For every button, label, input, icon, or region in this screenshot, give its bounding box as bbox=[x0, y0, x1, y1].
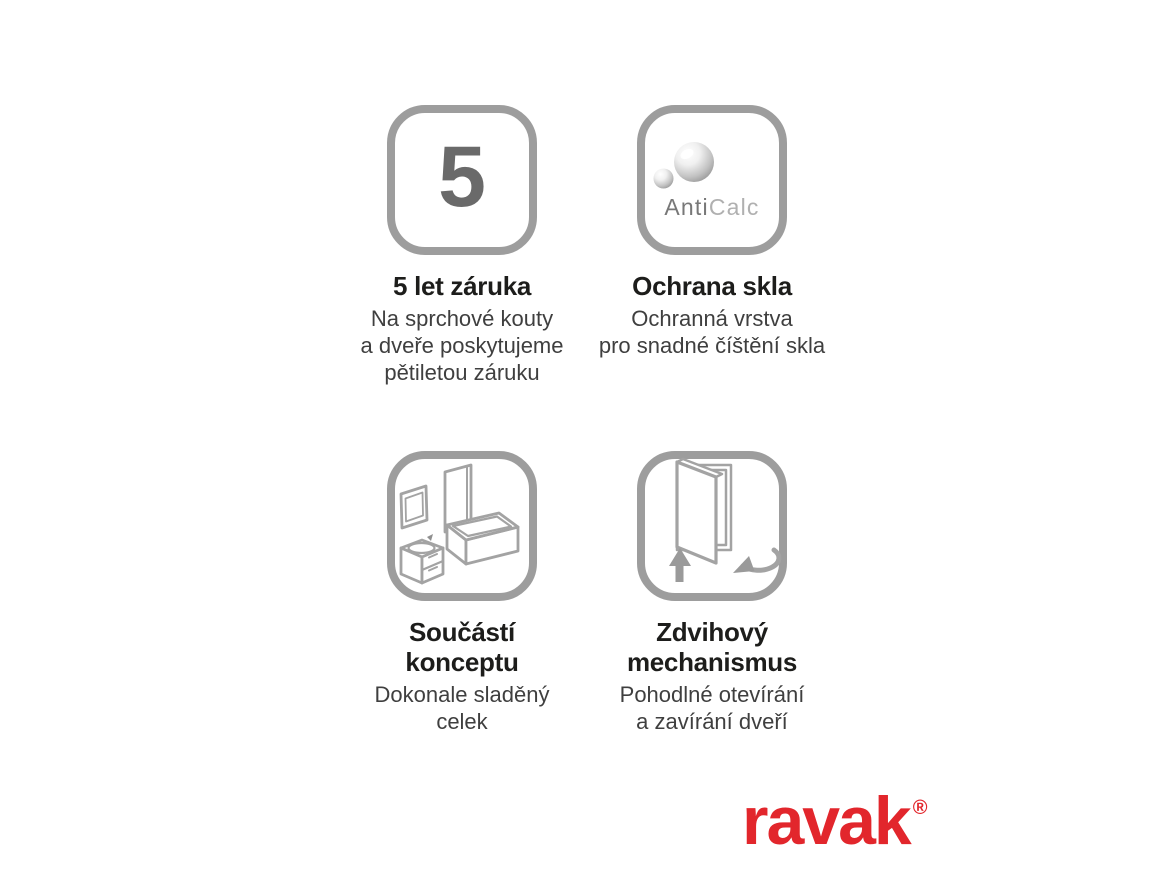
anticalc-wordmark: AntiCalc bbox=[664, 194, 760, 220]
ravak-logo bbox=[742, 783, 928, 859]
description-line: Dokonale sladěný bbox=[374, 682, 550, 707]
feature-card-glass-protection bbox=[587, 105, 837, 386]
feature-description-concept bbox=[375, 681, 550, 735]
registered-trademark-symbol: ® bbox=[912, 797, 928, 819]
features-grid bbox=[337, 105, 837, 735]
description-line: Pohodlné otevírání bbox=[619, 682, 805, 707]
feature-title-concept: Součástí konceptu bbox=[405, 617, 519, 677]
description-line: a dveře poskytujeme bbox=[360, 333, 564, 358]
description-line: pětiletou záruku bbox=[384, 360, 540, 385]
lifting-door-icon bbox=[637, 451, 787, 601]
anticalc-bubbles-icon bbox=[637, 105, 787, 255]
description-line: celek bbox=[436, 709, 488, 734]
anticalc-badge-icon bbox=[637, 105, 787, 255]
feature-card-lift-mechanism bbox=[587, 451, 837, 735]
feature-description-warranty bbox=[361, 305, 564, 386]
number-five: 5 bbox=[438, 129, 486, 225]
large-bubble bbox=[674, 142, 714, 182]
small-bubble bbox=[654, 169, 674, 189]
description-line: Ochranná vrstva bbox=[631, 306, 793, 331]
ravak-wordmark: ravak bbox=[742, 783, 910, 859]
bathroom-concept-badge-icon bbox=[387, 451, 537, 601]
feature-card-warranty bbox=[337, 105, 587, 386]
feature-title-lift: Zdvihový mechanismus bbox=[626, 617, 798, 677]
feature-description-lift bbox=[620, 681, 805, 735]
feature-title-warranty: 5 let záruka bbox=[392, 271, 532, 301]
description-line: Na sprchové kouty bbox=[370, 306, 554, 331]
feature-description-glass bbox=[599, 305, 825, 359]
door-panel bbox=[677, 462, 716, 563]
feature-title-glass: Ochrana skla bbox=[632, 271, 792, 301]
feature-card-concept bbox=[337, 451, 587, 735]
five-years-badge-icon bbox=[387, 105, 537, 255]
description-line: pro snadné číštění skla bbox=[598, 333, 826, 358]
description-line: a zavírání dveří bbox=[636, 709, 788, 734]
swing-arrow-head bbox=[733, 556, 755, 573]
faucet bbox=[427, 534, 433, 541]
bathroom-set-icon bbox=[387, 451, 537, 601]
lift-mechanism-badge-icon bbox=[637, 451, 787, 601]
